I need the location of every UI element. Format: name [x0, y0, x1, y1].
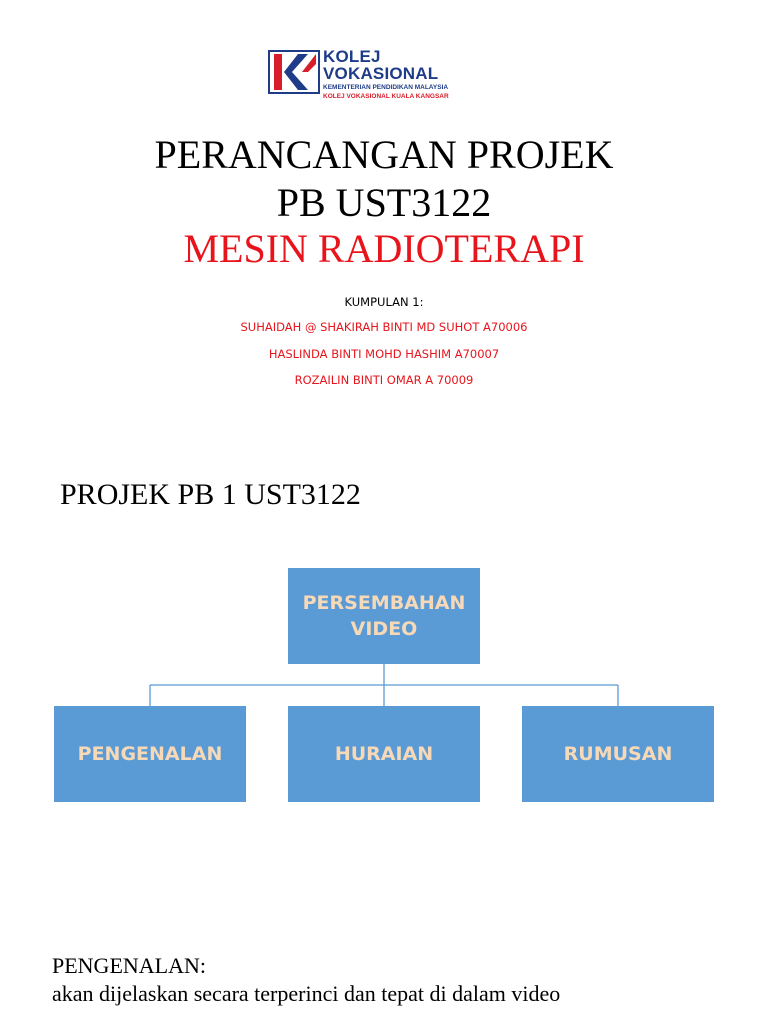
org-chart-child-label: HURAIAN [334, 743, 434, 765]
org-chart-root-label: PERSEMBAHAN VIDEO [302, 592, 466, 640]
logo-line-kolej: KOLEJ [323, 47, 381, 66]
intro-heading: PENGENALAN: [52, 953, 206, 978]
page-title-line-1: PERANCANGAN PROJEK [154, 132, 614, 177]
logo-line-vokasional: VOKASIONAL [323, 64, 439, 83]
page-title-line-3: MESIN RADIOTERAPI [183, 226, 585, 271]
org-chart-child-box [522, 706, 714, 802]
org-chart-child-box [54, 706, 246, 802]
org-chart-child-label: PENGENALAN [77, 743, 223, 765]
section-title: PROJEK PB 1 UST3122 [60, 478, 361, 511]
org-chart-child-label: RUMUSAN [563, 743, 673, 765]
org-chart-child-box [288, 706, 480, 802]
group-member: SUHAIDAH @ SHAKIRAH BINTI MD SUHOT A70006 [240, 320, 528, 334]
logo-line-campus: KOLEJ VOKASIONAL KUALA KANGSAR [323, 93, 449, 100]
intro-text: akan dijelaskan secara terperinci dan tepat di dalam video [52, 981, 561, 1006]
logo-line-ministry: KEMENTERIAN PENDIDIKAN MALAYSIA [323, 84, 449, 91]
page-title-line-2: PB UST3122 [276, 180, 492, 225]
org-chart-root-box [288, 568, 480, 664]
group-heading: KUMPULAN 1: [344, 295, 424, 309]
group-member: ROZAILIN BINTI OMAR A 70009 [294, 373, 474, 387]
group-member: HASLINDA BINTI MOHD HASHIM A70007 [268, 347, 500, 361]
intro-section [52, 952, 560, 1008]
